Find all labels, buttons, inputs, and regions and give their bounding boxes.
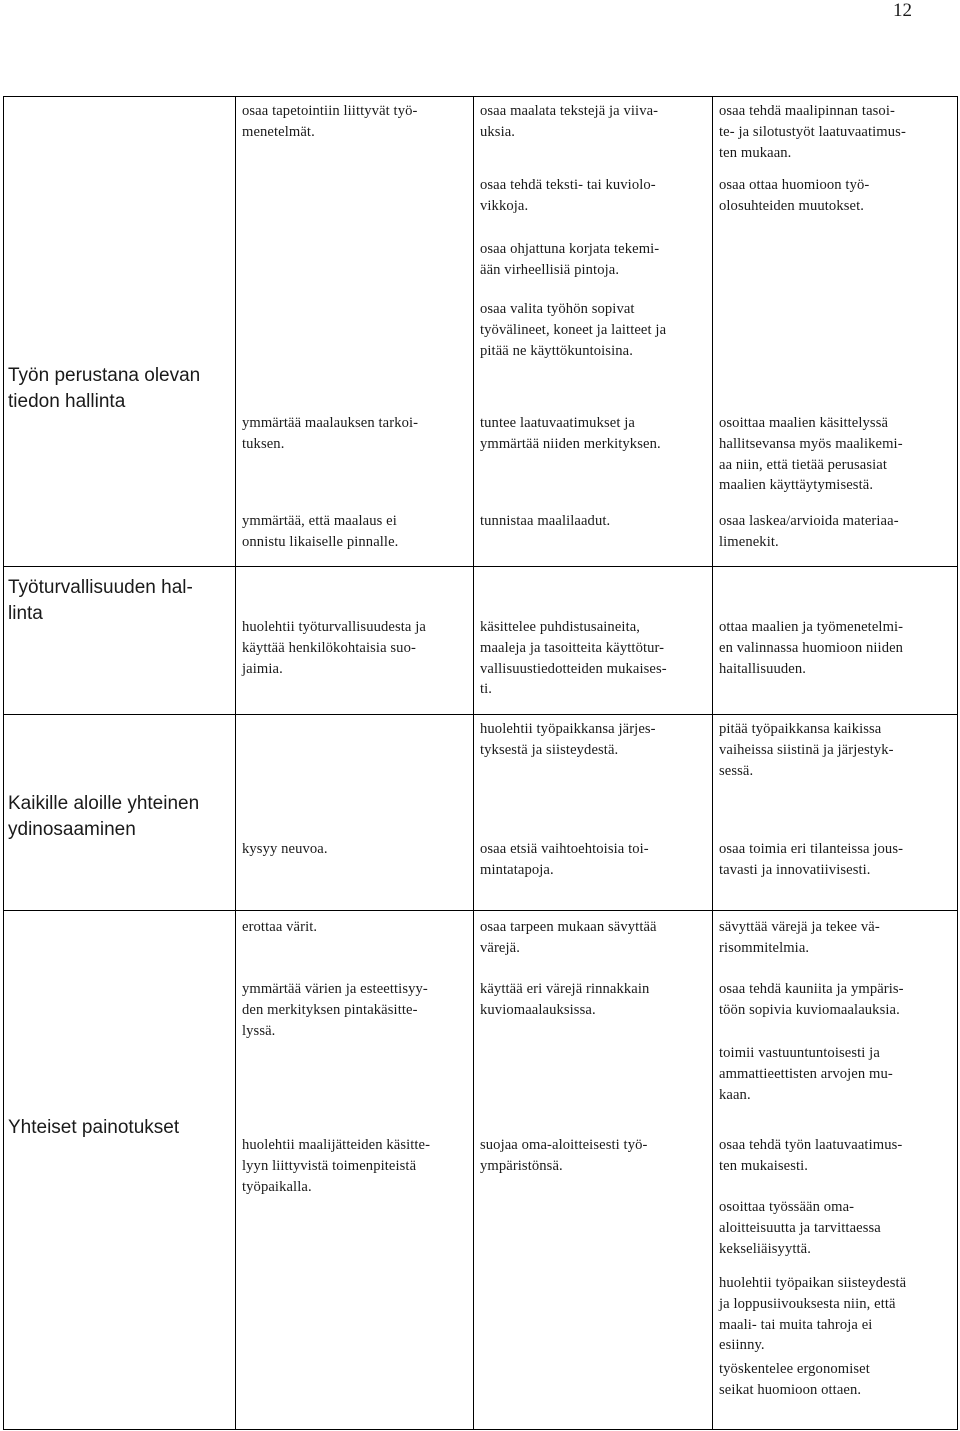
section-cell	[4, 567, 236, 715]
level-2-cell	[474, 567, 713, 715]
list-item: ymmärtää maalauksen tarkoi- tuksen.	[242, 415, 419, 452]
competence-table	[3, 96, 958, 1430]
section-title-line: Työturvallisuuden hal-	[8, 577, 193, 598]
list-item: osaa laskea/arvioida materiaa- limenekit.	[719, 513, 899, 550]
level-1-cell	[236, 911, 474, 1430]
list-item: osaa ohjattuna korjata tekemi- ään virheellisiä pintoja.	[480, 241, 660, 278]
list-item: osaa tehdä kauniita ja ympäris- töön sopivia kuviomaalauksia.	[719, 981, 904, 1018]
table-row	[4, 911, 958, 1430]
list-item: osoittaa työssään oma- aloitteisuutta ja tarvittaessa kekseliäisyyttä.	[719, 1199, 881, 1257]
table-row	[4, 715, 958, 911]
list-item: huolehtii työturvallisuudesta ja käyttää henkilökohtaisia suo- jaimia.	[242, 619, 426, 677]
list-item: erottaa värit.	[242, 919, 318, 935]
list-item: pitää työpaikkansa kaikissa vaiheissa siistinä ja järjestyk- sessä.	[719, 721, 894, 779]
list-item: käsittelee puhdistusaineita, maaleja ja tasoitteita käyttötur- vallisuustiedotteiden mukaises- ti.	[480, 619, 667, 698]
list-item: sävyttää värejä ja tekee vä- risommitelmia.	[719, 919, 880, 956]
list-item: toimii vastuuntuntoisesti ja ammattieettisten arvojen mu- kaan.	[719, 1045, 893, 1103]
section-title-line: Yhteiset painotukset	[8, 1117, 180, 1138]
list-item: osaa tapetointiin liittyvät työ- menetelmät.	[242, 103, 418, 140]
section-cell	[4, 97, 236, 567]
list-item: suojaa oma-aloitteisesti työ- ympäristönsä.	[480, 1137, 648, 1174]
list-item: osaa tehdä työn laatuvaatimus- ten mukaisesti.	[719, 1137, 903, 1174]
level-2-cell	[474, 715, 713, 911]
section-cell	[4, 911, 236, 1430]
table-row	[4, 97, 958, 567]
section-title	[8, 575, 193, 627]
level-2-cell	[474, 911, 713, 1430]
list-item: osaa tarpeen mukaan sävyttää värejä.	[480, 919, 657, 956]
list-item: ottaa maalien ja työmenetelmi- en valinnassa huomioon niiden haitallisuuden.	[719, 619, 904, 677]
list-item: käyttää eri värejä rinnakkain kuviomaalauksissa.	[480, 981, 650, 1018]
section-title-line: linta	[8, 603, 43, 624]
list-item: osaa tehdä teksti- tai kuviolo- vikkoja.	[480, 177, 656, 214]
list-item: osoittaa maalien käsittelyssä hallitsevansa myös maalikemi- aa niin, että tietää perusasiat maalien käyttäytymisestä.	[719, 415, 903, 494]
list-item: osaa tehdä maalipinnan tasoi- te- ja silotustyöt laatuvaatimus- ten mukaan.	[719, 103, 906, 161]
list-item: kysyy neuvoa.	[242, 841, 328, 857]
level-3-cell	[713, 567, 958, 715]
level-3-cell	[713, 911, 958, 1430]
level-1-cell	[236, 97, 474, 567]
list-item: huolehtii maalijätteiden käsitte- lyyn liittyvistä toimenpiteistä työpaikalla.	[242, 1137, 431, 1195]
section-title-line: ydinosaaminen	[8, 819, 136, 840]
list-item: osaa valita työhön sopivat työvälineet, koneet ja laitteet ja pitää ne käyttökuntoisina.	[480, 301, 667, 359]
list-item: työskentelee ergonomiset seikat huomioon ottaen.	[719, 1361, 870, 1398]
level-1-cell	[236, 715, 474, 911]
section-title	[8, 1115, 179, 1141]
page-number: 12	[893, 0, 912, 21]
list-item: tuntee laatuvaatimukset ja ymmärtää niiden merkityksen.	[480, 415, 661, 452]
level-3-cell	[713, 715, 958, 911]
list-item: huolehtii työpaikkansa järjes- tyksestä ja siisteydestä.	[480, 721, 656, 758]
list-item: osaa ottaa huomioon työ- olosuhteiden muutokset.	[719, 177, 870, 214]
level-2-cell	[474, 97, 713, 567]
level-3-cell	[713, 97, 958, 567]
list-item: ymmärtää, että maalaus ei onnistu likaiselle pinnalle.	[242, 513, 399, 550]
list-item: osaa etsiä vaihtoehtoisia toi- mintatapoja.	[480, 841, 649, 878]
list-item: osaa maalata tekstejä ja viiva- uksia.	[480, 103, 659, 140]
list-item: osaa toimia eri tilanteissa jous- tavasti ja innovatiivisesti.	[719, 841, 904, 878]
section-title	[8, 363, 200, 415]
section-cell	[4, 715, 236, 911]
level-1-cell	[236, 567, 474, 715]
list-item: ymmärtää värien ja esteettisyy- den merkityksen pintakäsitte- lyssä.	[242, 981, 428, 1039]
list-item: tunnistaa maalilaadut.	[480, 513, 611, 529]
table-row	[4, 567, 958, 715]
section-title-line: Kaikille aloille yhteinen	[8, 793, 200, 814]
list-item: huolehtii työpaikan siisteydestä ja loppusiivouksesta niin, että maali- tai muita tahroja ei esiinny.	[719, 1275, 907, 1354]
section-title-line: Työn perustana olevan	[8, 365, 201, 386]
section-title	[8, 791, 199, 843]
section-title-line: tiedon hallinta	[8, 391, 126, 412]
